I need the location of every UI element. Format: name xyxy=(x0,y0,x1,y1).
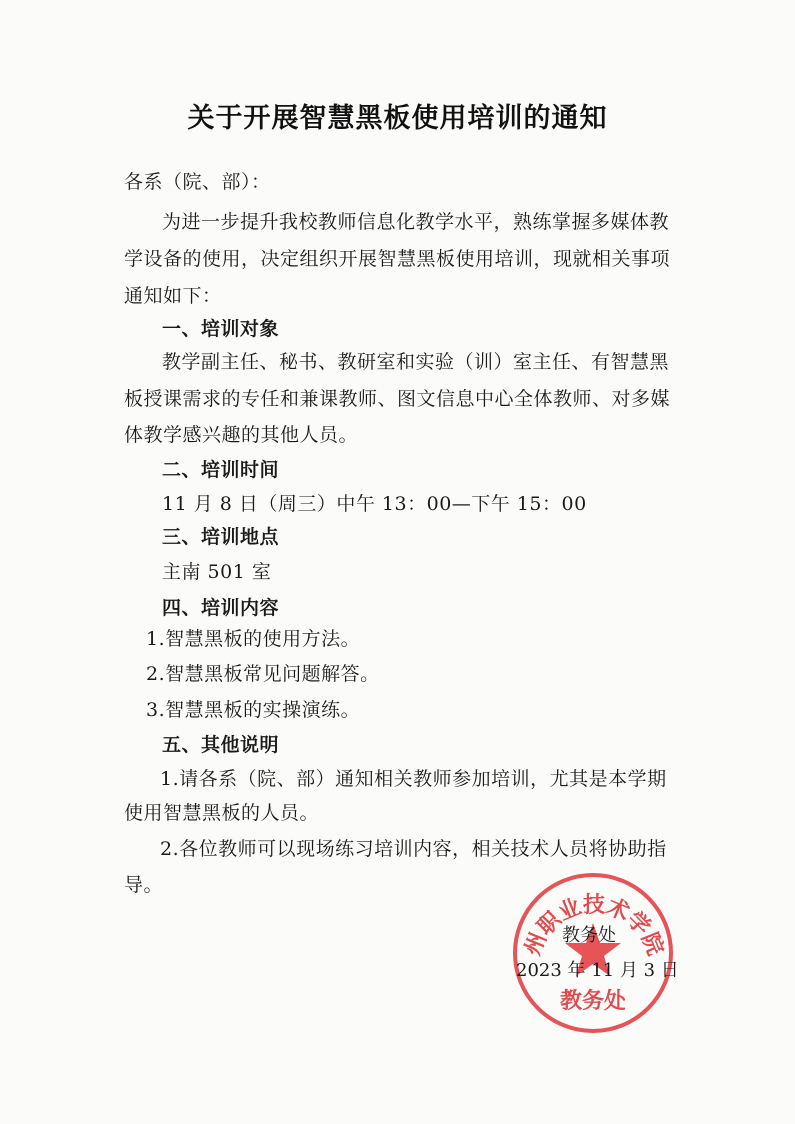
section-5-line-4: 导。 xyxy=(124,874,164,896)
section-4-line-2: 2.智慧黑板常见问题解答。 xyxy=(146,663,380,685)
section-heading-2: 二、培训时间 xyxy=(162,459,280,481)
intro-line-2: 学设备的使用，决定组织开展智慧黑板使用培训，现就相关事项 xyxy=(124,248,671,270)
section-5-line-2: 使用智慧黑板的人员。 xyxy=(124,802,320,824)
section-5-line-1: 1.请各系（院、部）通知相关教师参加培训，尤其是本学期 xyxy=(160,768,667,790)
signature-date: 2023 年 11 月 3 日 xyxy=(516,960,679,981)
salutation: 各系（院、部）： xyxy=(124,171,271,193)
seal-graphic xyxy=(508,868,678,1038)
seal-arc-text: 州职业技术学院 xyxy=(520,893,668,960)
section-4-line-1: 1.智慧黑板的使用方法。 xyxy=(146,628,361,650)
section-1-line-1: 教学副主任、秘书、教研室和实验（训）室主任、有智慧黑 xyxy=(162,351,670,373)
section-3-line-1: 主南 501 室 xyxy=(162,561,272,583)
intro-line-3: 通知如下： xyxy=(124,285,222,307)
seal-bottom-text: 教务处 xyxy=(559,989,627,1014)
section-heading-3: 三、培训地点 xyxy=(162,526,280,548)
intro-line-1: 为进一步提升我校教师信息化教学水平，熟练掌握多媒体教 xyxy=(162,211,670,233)
signature-issuer: 教务处 xyxy=(562,925,616,946)
section-heading-1: 一、培训对象 xyxy=(162,318,280,340)
document-title: 关于开展智慧黑板使用培训的通知 xyxy=(187,103,608,134)
section-5-line-3: 2.各位教师可以现场练习培训内容，相关技术人员将协助指 xyxy=(160,838,667,860)
section-heading-5: 五、其他说明 xyxy=(162,734,280,756)
section-2-line-1: 11 月 8 日（周三）中午 13：00—下午 15：00 xyxy=(162,493,587,515)
official-seal xyxy=(508,868,678,1038)
section-heading-4: 四、培训内容 xyxy=(162,597,280,619)
section-1-line-2: 板授课需求的专任和兼课教师、图文信息中心全体教师、对多媒 xyxy=(124,388,671,410)
section-4-line-3: 3.智慧黑板的实操演练。 xyxy=(146,699,361,721)
section-1-line-3: 体教学感兴趣的其他人员。 xyxy=(124,424,359,446)
